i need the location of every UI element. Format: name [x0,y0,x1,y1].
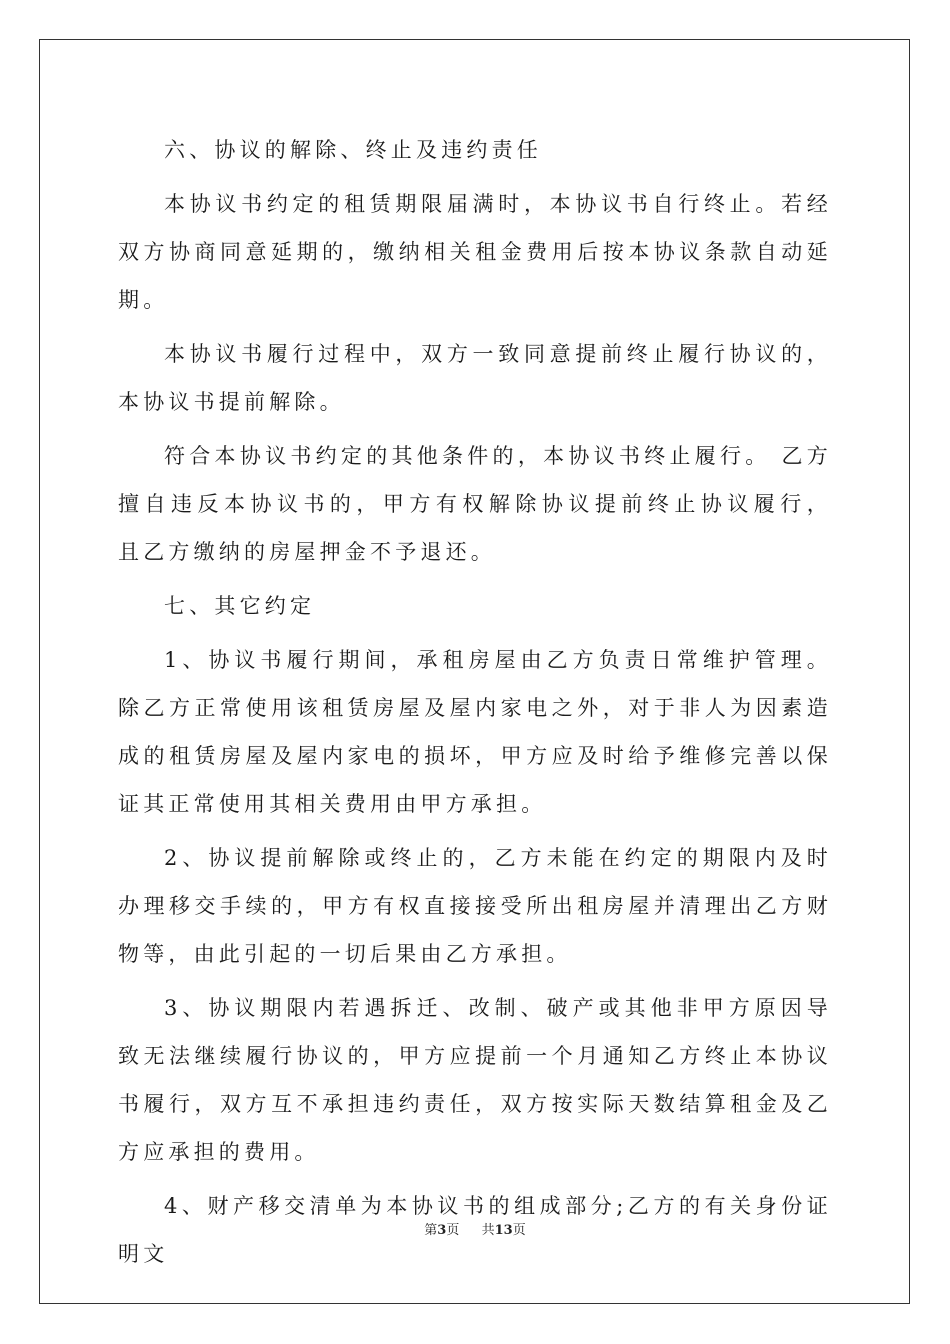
section-heading-6: 六、协议的解除、终止及违约责任 [164,138,542,162]
clause-1-maintenance: 1、协议书履行期间，承租房屋由乙方负责日常维护管理。除乙方正常使用该租赁房屋及屋内家电之外，对于非人为因素造成的租赁房屋及屋内家电的损坏，甲方应及时给予维修完善以保证其正常使用其相关费用由甲方承担。 [118,648,832,816]
page-prefix: 第 [424,1223,438,1238]
paragraph-term-expiry: 本协议书约定的租赁期限届满时，本协议书自行终止。若经双方协商同意延期的，缴纳相关租金费用后按本协议条款自动延期。 [118,192,832,312]
page-suffix: 页 [446,1223,460,1238]
clause-4-property-list: 4、财产移交清单为本协议书的组成部分;乙方的有关身份证明文 [118,1194,832,1266]
total-suffix: 页 [512,1223,526,1238]
total-prefix: 共 [481,1223,495,1238]
section-heading-7: 七、其它约定 [164,594,316,618]
paragraph-early-termination: 本协议书履行过程中，双方一致同意提前终止履行协议的，本协议书提前解除。 [118,342,832,414]
page-number [424,1219,459,1238]
current-page: 3 [437,1223,447,1238]
page-total [482,1219,526,1238]
document-body [118,126,832,1284]
clause-2-handover: 2、协议提前解除或终止的，乙方未能在约定的期限内及时办理移交手续的，甲方有权直接接受所出租房屋并清理出乙方财物等，由此引起的一切后果由乙方承担。 [118,846,832,966]
paragraph-breach: 符合本协议书约定的其他条件的，本协议书终止履行。 乙方擅自违反本协议书的，甲方有权解除协议提前终止协议履行， 且乙方缴纳的房屋押金不予退还。 [118,444,832,564]
total-pages: 13 [494,1223,513,1238]
clause-3-force-majeure: 3、协议期限内若遇拆迁、改制、破产或其他非甲方原因导致无法继续履行协议的，甲方应提前一个月通知乙方终止本协议书履行，双方互不承担违约责任，双方按实际天数结算租金及乙方应承担的费用。 [118,996,832,1164]
page-footer [0,1219,950,1238]
